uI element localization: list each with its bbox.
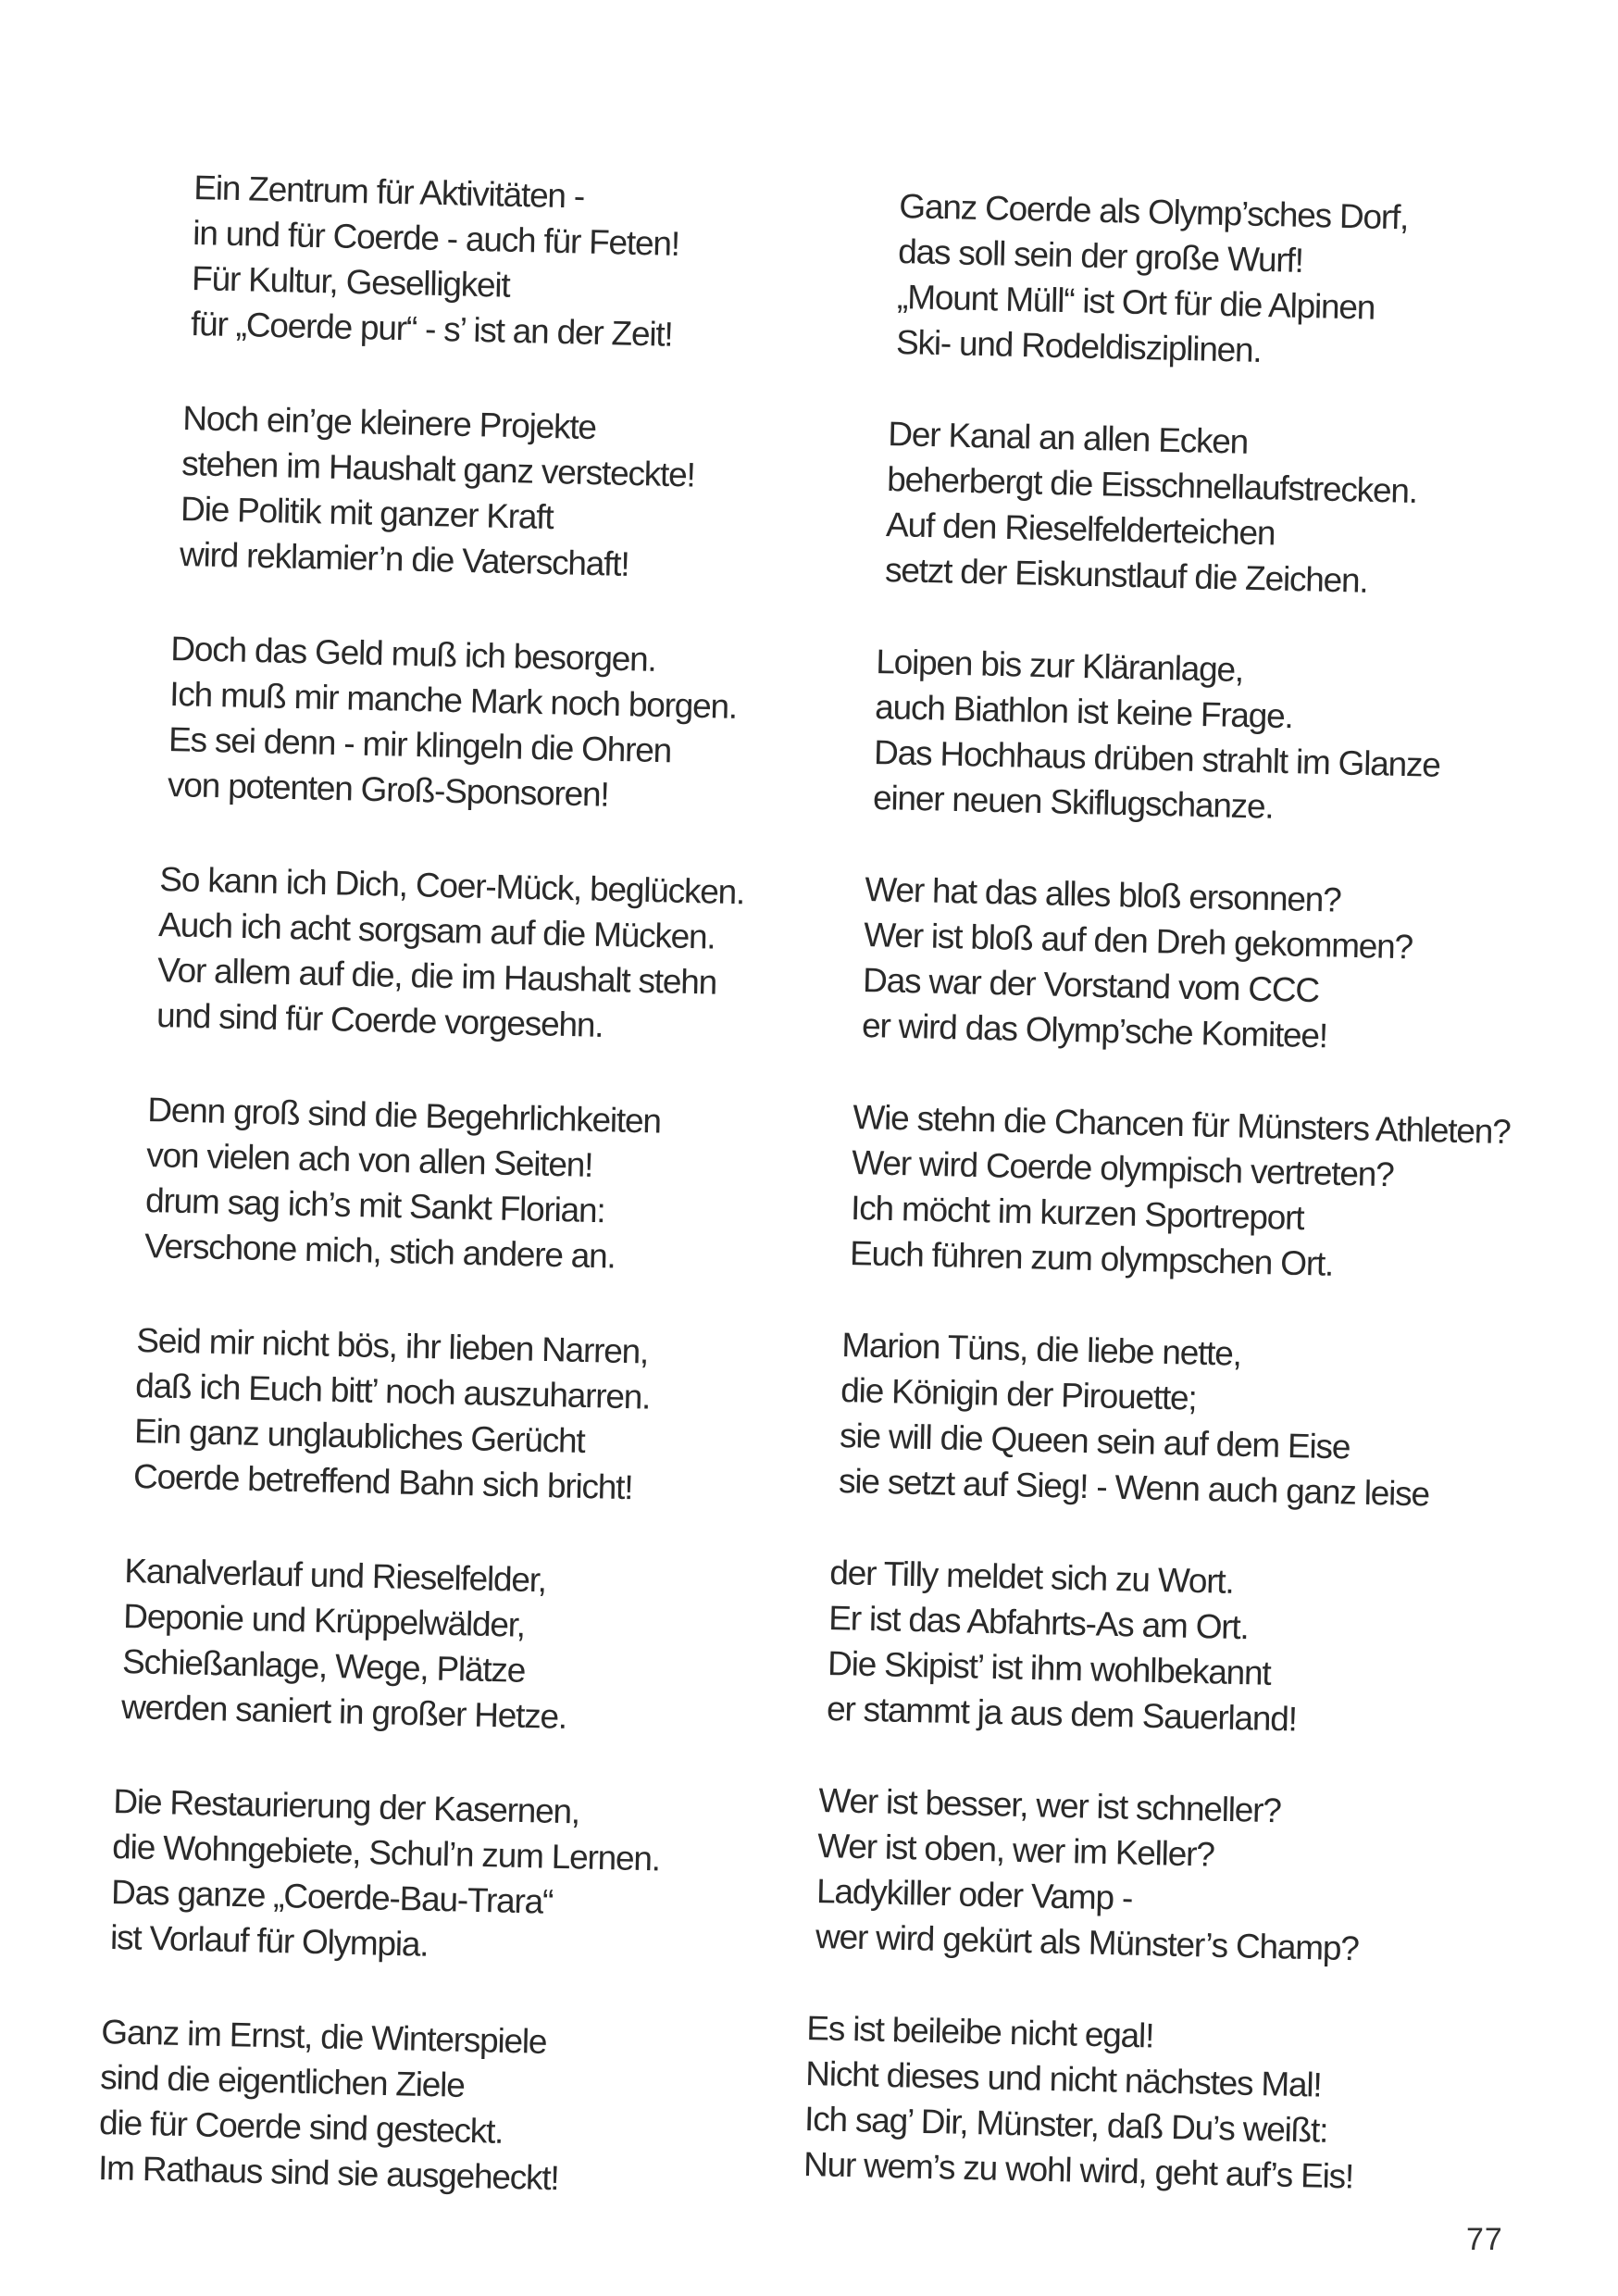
verse-line: Coerde betreffend Bahn sich bricht! [132, 1456, 633, 1507]
verse-line: Loipen bis zur Kläranlage, [875, 642, 1244, 689]
verse-line: Wer hat das alles bloß ersonnen? [864, 869, 1341, 919]
verse-line: Wer wird Coerde olympisch vertreten? [851, 1142, 1395, 1194]
verse-line: Das ganze „Coerde-Bau-Trara“ [110, 1872, 554, 1921]
verse-line: Wer ist oben, wer im Keller? [816, 1826, 1214, 1874]
verse-line: Kanalverlauf und Rieselfelder, [123, 1551, 547, 1600]
verse-line: Ein ganz unglaubliches Gerücht [133, 1411, 585, 1460]
stanza [179, 395, 696, 589]
verse-line: Ganz Coerde als Olymp’sches Dorf, [898, 186, 1409, 237]
verse-line: er wird das Olymp’sche Komitee! [861, 1005, 1327, 1055]
stanza [850, 1094, 1512, 1291]
stanza [144, 1087, 662, 1280]
verse-line: Denn groß sind die Begehrlichkeiten [146, 1090, 662, 1141]
verse-line: Ski- und Rodeldisziplinen. [895, 322, 1263, 369]
verse-line: Er ist das Abfahrts-As am Ort. [828, 1598, 1250, 1647]
verse-line: Verschone mich, stich andere an. [143, 1226, 616, 1276]
page-number: 77 [1466, 2222, 1503, 2257]
verse-line: auch Biathlon ist keine Frage. [874, 687, 1294, 736]
verse-line: Doch das Geld muß ich besorgen. [169, 629, 657, 679]
verse-line: Nicht dieses und nicht nächstes Mal! [804, 2053, 1322, 2104]
verse-line: Deponie und Krüppelwälder, [122, 1596, 526, 1644]
verse-line: von vielen ach von allen Seiten! [145, 1135, 593, 1184]
stanza [109, 1778, 661, 1972]
verse-line: die für Coerde sind gesteckt. [98, 2103, 504, 2151]
verse-line: Es ist beileibe nicht egal! [805, 2008, 1154, 2055]
verse-line: werden saniert in großer Hetze. [120, 1687, 567, 1736]
verse-line: und sind für Coerde vorgesehn. [156, 995, 604, 1044]
verse-line: Wer ist bloß auf den Dreh gekommen? [863, 915, 1413, 967]
verse-line: er stammt ja aus dem Sauerland! [826, 1689, 1298, 1739]
verse-line: Ladykiller oder Vamp - [815, 1871, 1133, 1917]
verse-line: Nur wem’s zu wohl wird, geht auf’s Eis! [803, 2144, 1354, 2196]
verse-line: Auch ich acht sorgsam auf die Mücken. [157, 905, 716, 956]
verse-line: einer neuen Skiflugschanze. [872, 778, 1274, 826]
verse-line: das soll sein der große Wurf! [897, 231, 1304, 280]
verse-line: Euch führen zum olympschen Ort. [849, 1233, 1334, 1283]
verse-line: die Königin der Pirouette; [840, 1370, 1197, 1417]
stanza [803, 2005, 1357, 2199]
verse-line: sie setzt auf Sieg! - Wenn auch ganz leise [838, 1461, 1429, 1514]
verse-line: Wer ist besser, wer ist schneller? [817, 1780, 1281, 1830]
verse-line: wer wird gekürt als Münster’s Champ? [815, 1916, 1359, 1968]
verse-line: Es sei denn - mir klingeln die Ohren [168, 719, 672, 770]
verse-line: stehen im Haushalt ganz versteckte! [180, 443, 695, 494]
stanza [121, 1548, 570, 1740]
verse-line: setzt der Eiskunstlauf die Zeichen. [884, 550, 1368, 600]
verse-line: Das war der Vorstand vom CCC [862, 960, 1319, 1010]
verse-line: der Tilly meldet sich zu Wort. [828, 1553, 1235, 1601]
verse-line: Ganz im Ernst, die Winterspiele [100, 2012, 547, 2061]
stanza [191, 165, 681, 357]
verse-line: wird reklamier’n die Vaterschaft! [179, 534, 629, 583]
verse-line: Ich möcht im kurzen Sportreport [850, 1188, 1304, 1238]
verse-line: Auf den Rieselfelderteichen [885, 505, 1276, 553]
verse-line: beherbergt die Eisschnellaufstrecken. [886, 459, 1417, 510]
verse-line: Die Politik mit ganzer Kraft [180, 489, 554, 537]
verse-line: Der Kanal an allen Ecken [887, 414, 1249, 461]
verse-line: Noch ein’ge kleinere Projekte [181, 398, 596, 447]
verse-line: sie will die Queen sein auf dem Eise [839, 1416, 1350, 1466]
stanza [98, 2009, 563, 2201]
verse-line: drum sag ich’s mit Sankt Florian: [144, 1180, 605, 1230]
verse-line: für „Coerde pur“ - s’ ist an der Zeit! [190, 304, 674, 354]
verse-line: Die Skipist’ ist ihm wohlbekannt [827, 1643, 1272, 1692]
verse-line: in und für Coerde - auch für Feten! [192, 213, 680, 263]
verse-line: Die Restaurierung der Kasernen, [112, 1781, 579, 1831]
verse-line: daß ich Euch bitt’ noch auszuharren. [134, 1366, 651, 1416]
stanza [896, 183, 1409, 376]
verse-line: sind die eigentlichen Ziele [99, 2057, 466, 2104]
verse-line: Ein Zentrum für Aktivitäten - [193, 168, 585, 216]
verse-line: „Mount Müll“ ist Ort für die Alpinen [896, 277, 1375, 327]
verse-line: die Wohngebiete, Schul’n zum Lernen. [111, 1827, 660, 1878]
verse-line: Wie stehn die Chancen für Münsters Athleten? [852, 1097, 1511, 1152]
stanza [132, 1317, 651, 1511]
stanza [156, 856, 744, 1051]
stanza [873, 639, 1443, 833]
verse-line: Das Hochhaus drüben strahlt im Glanze [873, 732, 1441, 784]
stanza [827, 1550, 1301, 1741]
verse-line: von potenten Groß-Sponsoren! [167, 765, 609, 814]
verse-line: Im Rathaus sind sie ausgeheckt! [97, 2148, 559, 2198]
verse-line: ist Vorlauf für Olympia. [109, 1917, 429, 1964]
verse-line: Ich muß mir manche Mark noch borgen. [168, 674, 738, 726]
verse-line: Ich sag’ Dir, Münster, daß Du’s weißt: [803, 2099, 1328, 2150]
stanza [815, 1778, 1362, 1971]
stanza [861, 867, 1413, 1060]
verse-line: Vor allem auf die, die im Haushalt stehn [156, 950, 716, 1002]
stanza [884, 411, 1418, 605]
verse-line: Seid mir nicht bös, ihr lieben Narren, [135, 1320, 649, 1371]
verse-line: So kann ich Dich, Coer-Mück, beglücken. [158, 859, 745, 912]
verse-line: Für Kultur, Geselligkeit [191, 258, 511, 305]
stanza [168, 626, 739, 820]
stanza [838, 1322, 1432, 1516]
verse-line: Schießanlage, Wege, Plätze [121, 1641, 526, 1690]
verse-line: Marion Tüns, die liebe nette, [840, 1325, 1241, 1373]
